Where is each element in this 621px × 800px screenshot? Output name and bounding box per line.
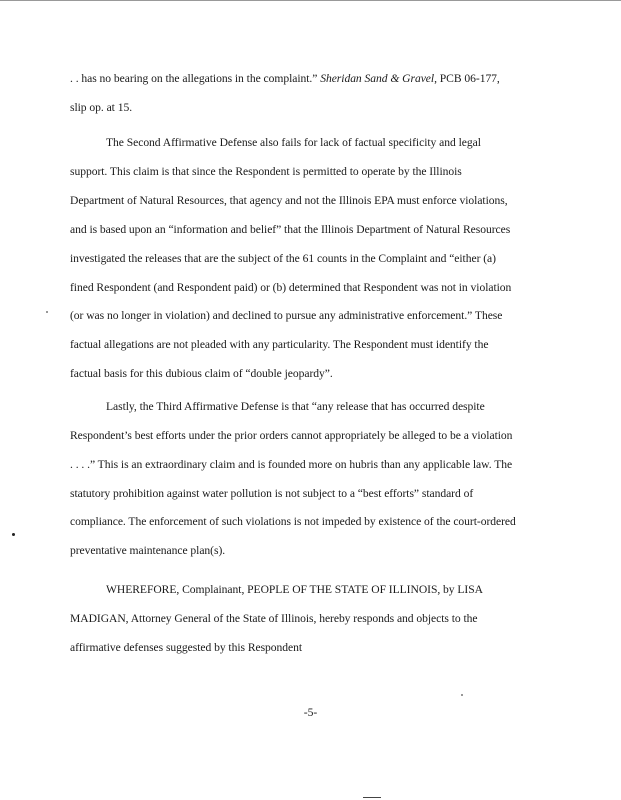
paragraph-4-line-2: MADIGAN, Attorney General of the State of Illinois, hereby responds and objects to the <box>70 612 478 625</box>
paragraph-2-line-4: and is based upon an “information and belief” that the Illinois Department of Natural Resources <box>70 223 511 236</box>
paragraph-2-line-1: The Second Affirmative Defense also fails for lack of factual specificity and legal <box>106 136 481 149</box>
scan-speck <box>12 533 15 536</box>
paragraph-2-line-9: factual basis for this dubious claim of “double jeopardy”. <box>70 367 333 380</box>
paragraph-2-line-6: fined Respondent (and Respondent paid) or (b) determined that Respondent was not in violation <box>70 281 512 294</box>
scan-speck <box>461 694 463 696</box>
paragraph-2-line-2: support. This claim is that since the Respondent is permitted to operate by the Illinois <box>70 165 462 178</box>
paragraph-4-line-3: affirmative defenses suggested by this Respondent <box>70 641 303 654</box>
paragraph-3-line-4: statutory prohibition against water pollution is not subject to a “best efforts” standard of <box>70 487 474 500</box>
scan-edge-mark <box>0 0 621 1</box>
paragraph-2-line-3: Department of Natural Resources, that agency and not the Illinois EPA must enforce violations, <box>70 194 508 207</box>
paragraph-4-line-1: WHEREFORE, Complainant, PEOPLE OF THE STATE OF ILLINOIS, by LISA <box>106 583 483 596</box>
paragraph-3-line-2: Respondent’s best efforts under the prior orders cannot appropriately be alleged to be a violation <box>70 429 513 442</box>
paragraph-3-line-5: compliance. The enforcement of such violations is not impeded by existence of the court-ordered <box>70 515 516 528</box>
paragraph-2-line-7: (or was no longer in violation) and declined to pursue any administrative enforcement.” These <box>70 309 503 322</box>
paragraph-3-line-6: preventative maintenance plan(s). <box>70 544 226 557</box>
page-number: -5- <box>303 706 318 719</box>
paragraph-2-line-8: factual allegations are not pleaded with any particularity. The Respondent must identify the <box>70 338 489 351</box>
scan-speck <box>46 311 48 313</box>
paragraph-1-line-2: slip op. at 15. <box>70 101 133 114</box>
paragraph-3-line-1: Lastly, the Third Affirmative Defense is that “any release that has occurred despite <box>106 400 485 413</box>
line-text: . . has no bearing on the allegations in the complaint.” <box>70 72 321 85</box>
line-text: , PCB 06-177, <box>434 72 500 85</box>
case-citation-italic: Sheridan Sand & Gravel <box>320 72 435 85</box>
scan-edge-mark <box>363 797 381 798</box>
paragraph-2-line-5: investigated the releases that are the subject of the 61 counts in the Complaint and “either (a) <box>70 252 496 265</box>
paragraph-1-line-1 <box>70 72 500 85</box>
paragraph-3-line-3: . . . .” This is an extraordinary claim and is founded more on hubris than any applicable law. The <box>70 458 513 471</box>
